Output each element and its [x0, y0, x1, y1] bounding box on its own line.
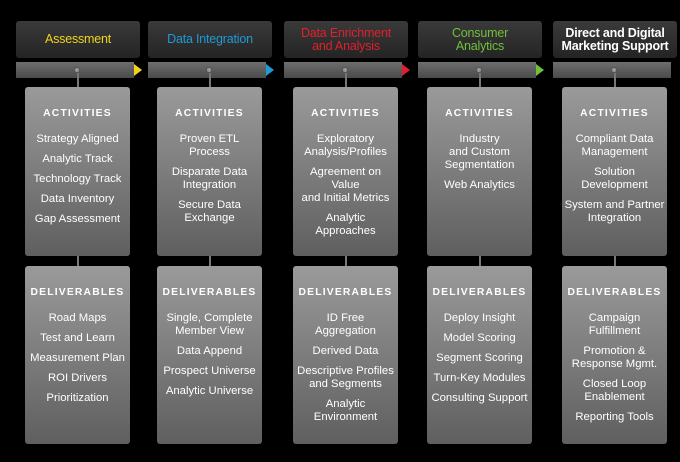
phase-header [284, 21, 408, 58]
deliverables-list [25, 312, 130, 405]
deliverable-item: Analytic Universe [165, 385, 254, 397]
deliverable-item: Analytic Environment [313, 398, 378, 423]
deliverable-item: Descriptive Profiles and Segments [297, 365, 394, 390]
activities-list [427, 133, 532, 192]
activity-item: Industry and Custom Segmentation [444, 133, 515, 171]
deliverable-item: Promotion & Response Mgmt. [571, 345, 658, 370]
deliverable-item: Model Scoring [443, 332, 516, 344]
activity-item: Secure Data Exchange [178, 199, 241, 224]
phase-title: Data Enrichment and Analysis [300, 25, 392, 53]
deliverable-item: Test and Learn [40, 332, 115, 344]
activity-item: Data Inventory [40, 193, 115, 205]
activities-heading: ACTIVITIES [311, 108, 380, 119]
phase-header [16, 21, 140, 58]
deliverable-item: Deploy Insight [443, 312, 516, 324]
activity-item: Solution Development [581, 166, 648, 191]
activity-item: Strategy Aligned [36, 133, 119, 145]
phase-header [148, 21, 272, 58]
phase-column [16, 0, 140, 462]
phase-title: Assessment [44, 32, 112, 46]
deliverables-list [157, 312, 262, 398]
activities-list [25, 133, 130, 226]
deliverables-heading: DELIVERABLES [30, 287, 125, 298]
activity-item: Proven ETL Process [179, 133, 240, 158]
activities-heading: ACTIVITIES [580, 108, 649, 119]
phase-header [418, 21, 542, 58]
deliverables-list [427, 312, 532, 405]
timeline-arrow-icon [266, 64, 274, 76]
phase-column [148, 0, 272, 462]
activities-card [562, 87, 667, 256]
deliverables-card [157, 266, 262, 444]
phase-header [553, 21, 677, 58]
activity-item: Exploratory Analysis/Profiles [304, 133, 387, 158]
deliverable-item: Turn-Key Modules [433, 372, 526, 384]
deliverables-list [293, 312, 398, 424]
deliverables-heading: DELIVERABLES [432, 287, 527, 298]
deliverables-heading: DELIVERABLES [162, 287, 257, 298]
activities-heading: ACTIVITIES [445, 108, 514, 119]
phase-column [284, 0, 408, 462]
activity-item: Compliant Data Management [575, 133, 654, 158]
activity-item: Agreement on Value and Initial Metrics [301, 166, 390, 204]
deliverables-list [562, 312, 667, 424]
deliverable-item: Measurement Plan [30, 352, 125, 364]
activity-item: System and Partner Integration [564, 199, 665, 224]
activities-heading: ACTIVITIES [43, 108, 112, 119]
activities-list [157, 133, 262, 225]
phase-title: Direct and Digital Marketing Support [561, 25, 669, 53]
activity-item: Disparate Data Integration [171, 166, 248, 191]
activities-list [293, 133, 398, 238]
deliverable-item: Road Maps [48, 312, 107, 324]
phase-column [418, 0, 542, 462]
phase-column [553, 0, 677, 462]
activity-item: Technology Track [33, 173, 122, 185]
phase-title: Consumer Analytics [451, 25, 509, 53]
activities-card [157, 87, 262, 256]
deliverables-heading: DELIVERABLES [298, 287, 393, 298]
deliverable-item: Prioritization [46, 392, 109, 404]
activities-card [25, 87, 130, 256]
deliverable-item: Reporting Tools [575, 411, 654, 423]
phase-title: Data Integration [167, 32, 253, 46]
deliverable-item: ROI Drivers [48, 372, 107, 384]
deliverables-card [25, 266, 130, 444]
deliverable-item: Segment Scoring [436, 352, 523, 364]
deliverable-item: ID Free Aggregation [315, 312, 376, 337]
deliverable-item: Derived Data [312, 345, 379, 357]
timeline-arrow-icon [134, 64, 142, 76]
activities-card [427, 87, 532, 256]
deliverables-card [293, 266, 398, 444]
timeline-arrow-icon [402, 64, 410, 76]
deliverable-item: Data Append [176, 345, 243, 357]
activities-heading: ACTIVITIES [175, 108, 244, 119]
activity-item: Gap Assessment [34, 213, 121, 225]
deliverables-card [427, 266, 532, 444]
activities-card [293, 87, 398, 256]
activity-item: Web Analytics [444, 179, 515, 191]
deliverables-card [562, 266, 667, 444]
deliverable-item: Consulting Support [431, 392, 528, 404]
deliverable-item: Single, Complete Member View [166, 312, 253, 337]
timeline-arrow-icon [536, 64, 544, 76]
deliverables-heading: DELIVERABLES [567, 287, 662, 298]
activity-item: Analytic Track [42, 153, 113, 165]
deliverable-item: Campaign Fulfillment [588, 312, 641, 337]
activities-list [562, 133, 667, 225]
activity-item: Analytic Approaches [315, 212, 376, 237]
deliverable-item: Prospect Universe [163, 365, 256, 377]
deliverable-item: Closed Loop Enablement [582, 378, 647, 403]
